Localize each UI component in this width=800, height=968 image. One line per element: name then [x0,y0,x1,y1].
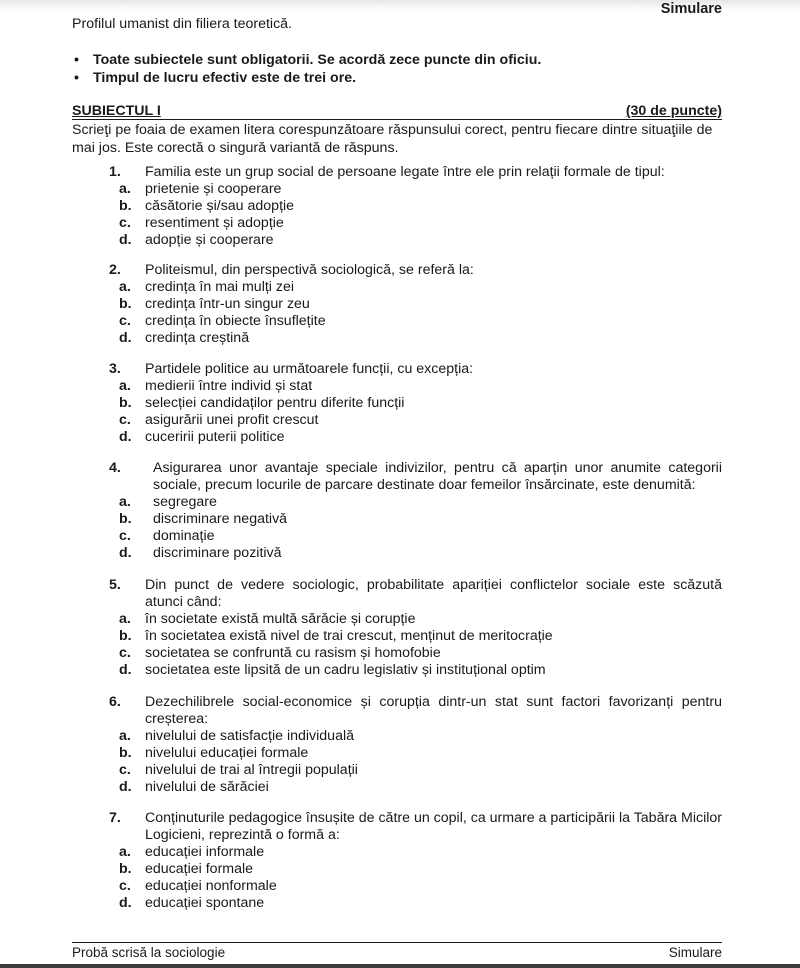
option-a: a. educației informale [119,844,265,860]
question-5 [72,577,722,679]
option-d: d. educației spontane [119,895,265,911]
option-a: a. medierii între individ și stat [119,378,313,394]
rule-item: • Timpul de lucru efectiv este de trei ore. [74,70,357,86]
option-a: a. în societate există multă sărăcie și corupție [119,611,416,627]
question-1 [72,164,722,249]
header-simulare-label: Simulare [660,1,722,17]
question-number: 7. [109,810,121,826]
subject-heading [72,104,722,120]
option-d: d. cuceririi puterii politice [119,429,285,445]
question-number: 3. [109,361,121,377]
option-c: c. dominație [119,528,215,544]
option-c: c. asigurării unei profit crescut [119,412,319,428]
footer-simulare: Simulare [668,945,722,960]
rules-list [72,51,541,87]
bullet-icon: • [74,52,79,68]
option-d: d. adopție și cooperare [119,232,274,248]
subject-points: (30 de puncte) [625,103,722,119]
question-2 [72,262,722,347]
question-3 [72,361,722,446]
question-number: 6. [109,694,121,710]
question-text: 2. Politeismul, din perspectivă sociologică, se referă la: [109,262,474,278]
question-text: 3. Partidele politice au următoarele funcții, cu excepția: [109,361,474,377]
option-c: c. credința în obiecte însuflețite [119,313,326,329]
question-number: 5. [109,577,121,593]
option-b: b. educației formale [119,861,254,877]
option-d: d. nivelului de sărăciei [119,779,269,795]
option-a: a. segregare [119,494,217,510]
question-text: 1. Familia este un grup social de persoane legate între ele prin relații formale de tipul: [109,164,665,180]
subject-instructions: Scrieţi pe foaia de examen litera corespunzătoare răspunsului corect, pentru fiecare dintre situaţiile de mai jos. Este corectă o singură variantă de răspuns. [72,122,713,156]
question-number: 4. [109,460,121,476]
option-d: d. societatea este lipsită de un cadru legislativ și instituțional optim [119,662,546,678]
question-text: 5. Din punct de vedere sociologic, probabilitate apariției conflictelor sociale este scăzută atunci când: [109,577,722,610]
question-number: 2. [109,262,121,278]
option-b: b. căsătorie și/sau adopție [119,198,295,214]
subject-title: SUBIECTUL I [72,103,161,119]
question-text: 6. Dezechilibrele social-economice și corupția dintr-un stat sunt factori favorizanți pentru creșterea: [109,694,722,727]
option-b: b. credința într-un singur zeu [119,296,310,312]
viewer-bottom-bar [0,964,800,968]
profile-text: Profilul umanist din filiera teoretică. [72,16,293,32]
option-b: b. în societatea există nivel de trai crescut, menținut de meritocrație [119,628,553,644]
option-c: c. nivelului de trai al întregii populații [119,762,358,778]
option-b: b. selecției candidaților pentru diferite funcții [119,395,405,411]
option-d: d. credința creștină [119,330,250,346]
question-number: 1. [109,164,121,180]
option-d: d. discriminare pozitivă [119,545,282,561]
bullet-icon: • [74,70,79,86]
option-c: c. resentiment și adopție [119,215,284,231]
option-c: c. societatea se confruntă cu rasism și homofobie [119,645,441,661]
footer-divider [72,942,722,943]
question-6 [72,694,722,796]
option-a: a. credința în mai mulți zei [119,279,295,295]
footer-subject: Probă scrisă la sociologie [72,945,226,960]
question-text: 4. Asigurarea unor avantaje speciale indivizilor, pentru că aparțin unor anumite categorii sociale, precum locurile de parcare destinate doar femeilor însărcinate, este denumită: [109,460,722,493]
question-text: 7. Conținuturile pedagogice însușite de către un copil, ca urmare a participării la Tabăra Micilor Logicieni, reprezintă o formă a: [109,810,722,843]
option-b: b. nivelului educației formale [119,745,309,761]
option-a: a. prietenie și cooperare [119,181,282,197]
option-b: b. discriminare negativă [119,511,288,527]
question-4 [72,460,722,562]
option-a: a. nivelului de satisfacție individuală [119,728,354,744]
option-c: c. educației nonformale [119,878,277,894]
question-7 [72,810,722,912]
rule-item: • Toate subiectele sunt obligatorii. Se acordă zece puncte din oficiu. [74,52,542,68]
page-footer [72,945,722,961]
